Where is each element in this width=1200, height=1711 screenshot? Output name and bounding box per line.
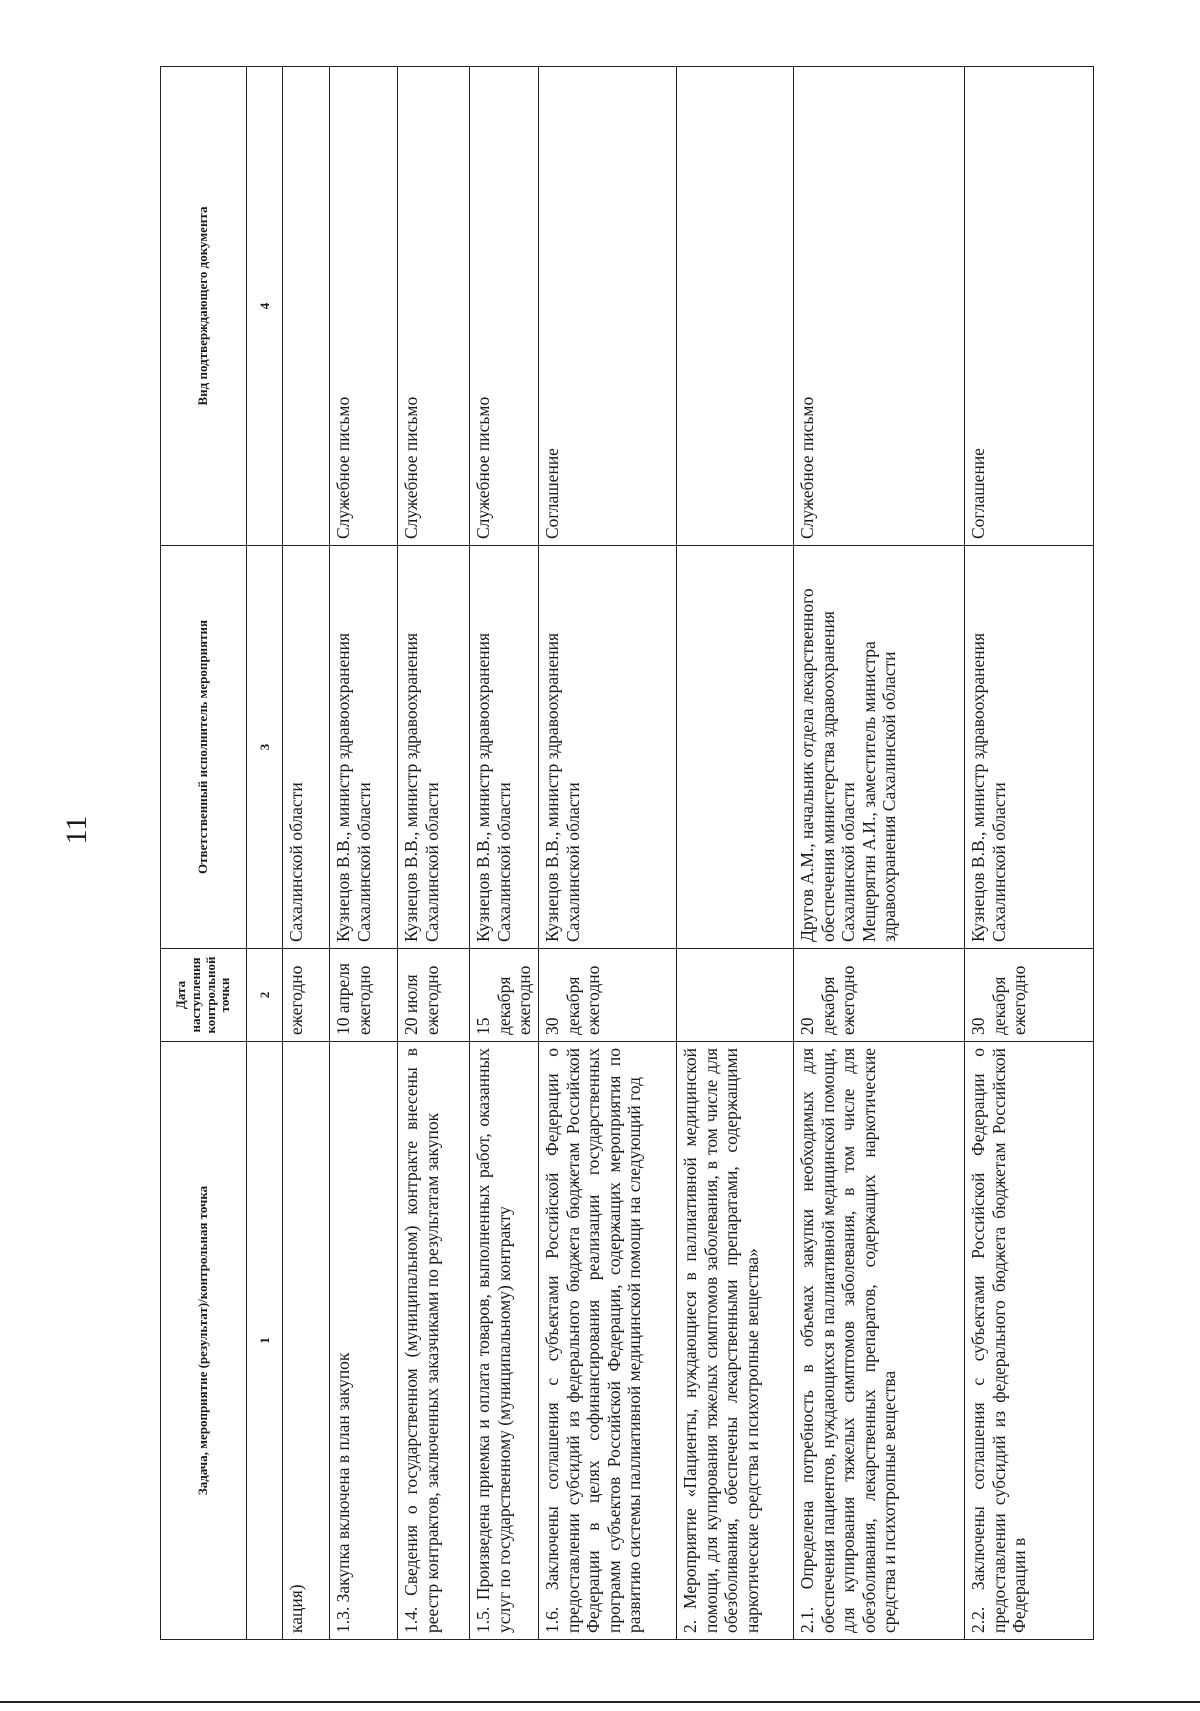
task-cell: 2.1. Определена потребность в объемах закупки необходимых для обеспечения пациентов, нуждающихся в паллиативной медицинской помощи, для купирования тяжелых симптомов заболевания, в том числе для обезболивания, лекарственных препаратов, содержащих наркотические средства и психотропные вещества <box>793 1042 964 1640</box>
header-task: Задача, мероприятие (результат)/контрольная точка <box>161 1042 247 1640</box>
table-row <box>330 67 398 1640</box>
task-cell: кация) <box>283 1042 330 1640</box>
date-cell: 20 декабря ежегодно <box>793 949 964 1042</box>
executor-cell: Кузнецов В.В., министр здравоохранения Сахалинской области <box>398 546 470 949</box>
date-cell: 30 декабря ежегодно <box>538 949 676 1042</box>
task-cell: 1.5. Произведена приемка и оплата товаров, выполненных работ, оказанных услуг по государственному (муниципальному) контракту <box>470 1042 539 1640</box>
executor-cell: Кузнецов В.В., министр здравоохранения Сахалинской области <box>538 546 676 949</box>
table-row <box>283 67 330 1640</box>
executor-cell: Кузнецов В.В., министр здравоохранения Сахалинской области <box>470 546 539 949</box>
document-cell: Служебное письмо <box>793 67 964 546</box>
date-cell: ежегодно <box>283 949 330 1042</box>
column-number: 3 <box>247 546 283 949</box>
measures-table <box>160 66 1094 1640</box>
column-number: 1 <box>247 1042 283 1640</box>
column-number: 2 <box>247 949 283 1042</box>
document-cell: Служебное письмо <box>398 67 470 546</box>
document-cell <box>676 67 793 546</box>
executor-cell: Кузнецов В.В., министр здравоохранения Сахалинской области <box>330 546 398 949</box>
table-row <box>470 67 539 1640</box>
task-cell: 2. Мероприятие «Пациенты, нуждающиеся в паллиативной медицинской помощи, для купирования тяжелых симптомов заболевания, в том числе для обезболивания, обеспечены лекарственными препаратами, содержащими наркотические средства и психотропные вещества» <box>676 1042 793 1640</box>
task-cell: 1.3. Закупка включена в план закупок <box>330 1042 398 1640</box>
header-executor: Ответственный исполнитель мероприятия <box>161 546 247 949</box>
date-cell <box>676 949 793 1042</box>
column-number-row <box>247 67 283 1640</box>
table-row <box>793 67 964 1640</box>
column-number: 4 <box>247 67 283 546</box>
task-cell: 1.4. Сведения о государственном (муниципальном) контракте внесены в реестр контрактов, заключенных заказчиками по результатам закупок <box>398 1042 470 1640</box>
table-row <box>398 67 470 1640</box>
document-cell: Служебное письмо <box>330 67 398 546</box>
date-cell: 10 апреля ежегодно <box>330 949 398 1042</box>
header-row <box>161 67 247 1640</box>
table-row <box>676 67 793 1640</box>
bottom-rule <box>0 1701 1200 1703</box>
executor-cell: Сахалинской области <box>283 546 330 949</box>
header-document: Вид подтверждающего документа <box>161 67 247 546</box>
task-cell: 1.6. Заключены соглашения с субъектами Российской Федерации о предоставлении субсидий из федерального бюджета бюджетам Российской Федерации в целях софинансирования реализации государственных программ субъектов Российской Федерации, содержащих мероприятия по развитию системы паллиативной медицинской помощи на следующий год <box>538 1042 676 1640</box>
header-date: Дата наступления контрольной точки <box>161 949 247 1042</box>
executor-cell <box>676 546 793 949</box>
date-cell: 20 июля ежегодно <box>398 949 470 1042</box>
table-row <box>538 67 676 1640</box>
document-cell: Соглашение <box>538 67 676 546</box>
page-number: 11 <box>60 815 93 845</box>
measures-table-wrapper <box>160 67 1091 1640</box>
date-cell: 15 декабря ежегодно <box>470 949 539 1042</box>
document-cell: Служебное письмо <box>470 67 539 546</box>
date-cell: 30 декабря ежегодно <box>964 949 1093 1042</box>
task-cell: 2.2. Заключены соглашения с субъектами Российской Федерации о предоставлении субсидий из федерального бюджета бюджетам Российской Федерации в <box>964 1042 1093 1640</box>
executor-cell: Другов А.М., начальник отдела лекарственного обеспечения министерства здравоохранения Сахалинской области Мещерягин А.И., заместитель министра здравоохранения Сахалинской области <box>793 546 964 949</box>
document-cell <box>283 67 330 546</box>
document-cell: Соглашение <box>964 67 1093 546</box>
executor-cell: Кузнецов В.В., министр здравоохранения Сахалинской области <box>964 546 1093 949</box>
table-row <box>964 67 1093 1640</box>
